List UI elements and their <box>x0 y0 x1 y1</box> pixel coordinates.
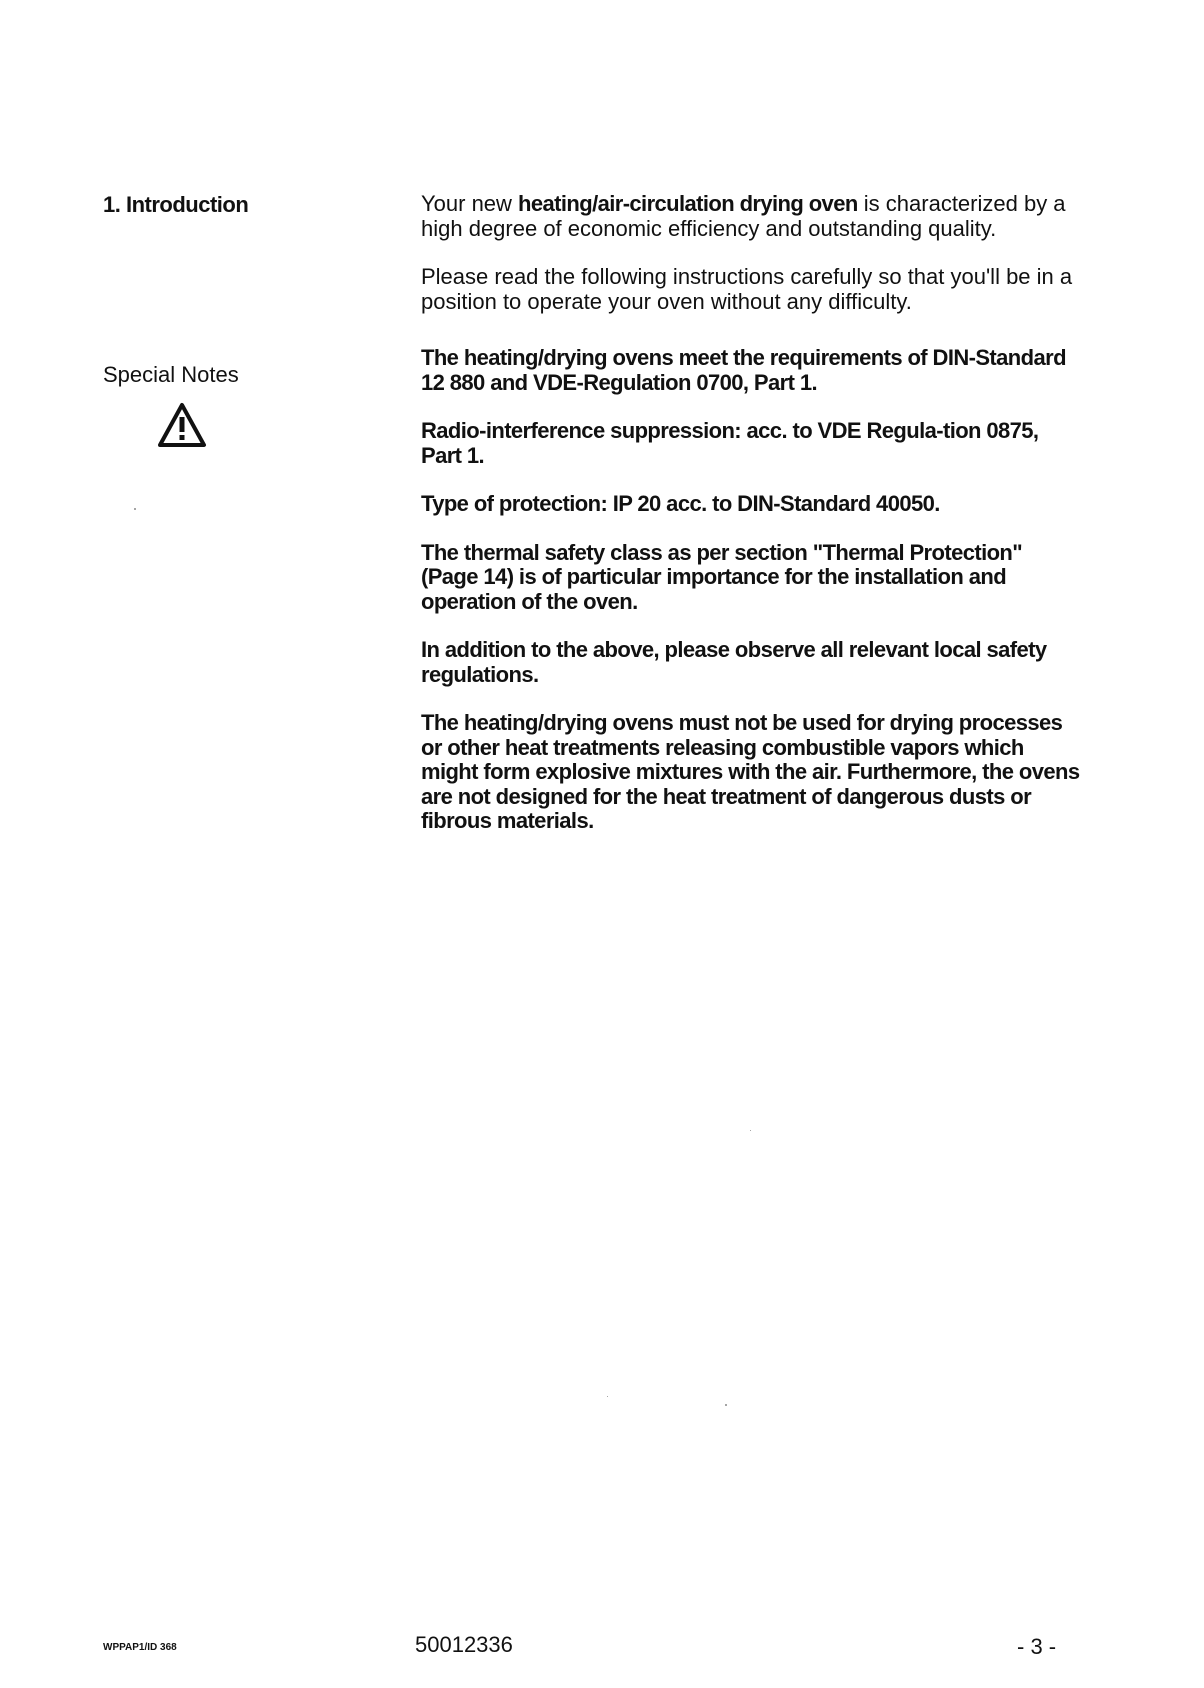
warning-triangle-icon <box>157 402 207 448</box>
intro-text-pre: Your new <box>421 191 519 216</box>
page-number: - 3 - <box>1017 1634 1057 1659</box>
intro-product-name: heating/air-circulation drying oven <box>518 191 858 216</box>
intro-text-post: is characterized by a high degree of economic efficiency and outstanding quality. <box>421 191 1066 241</box>
page-footer <box>0 1632 1204 1662</box>
scan-speck <box>607 1396 608 1397</box>
scan-speck <box>750 1130 751 1131</box>
footer-code: WPPAP1/ID 368 <box>103 1642 177 1653</box>
special-notes-label: Special Notes <box>103 362 239 387</box>
note-protection-type: Type of protection: IP 20 acc. to DIN-Standard 40050. <box>421 491 940 516</box>
main-text-column <box>421 192 1081 858</box>
note-local-regulations: In addition to the above, please observe all relevant local safety regulations. <box>421 637 1047 687</box>
note-radio-interference: Radio-interference suppression: acc. to VDE Regula-tion 0875, Part 1. <box>421 418 1039 468</box>
note-usage-restrictions: The heating/drying ovens must not be used for drying processes or other heat treatments releasing combustible vapors which might form explosive mixtures with the air. Furthermore, the ovens are not designed for the heat treatment of dangerous dusts or fibrous materials. <box>421 710 1080 833</box>
left-column <box>103 192 343 218</box>
document-number: 50012336 <box>415 1632 513 1657</box>
scan-speck <box>134 508 136 510</box>
note-standards: The heating/drying ovens meet the requirements of DIN-Standard 12 880 and VDE-Regulation 0700, Part 1. <box>421 345 1066 395</box>
section-heading: 1. Introduction <box>103 192 249 217</box>
instructions-paragraph: Please read the following instructions carefully so that you'll be in a position to operate your oven without any difficulty. <box>421 264 1073 314</box>
scan-speck <box>725 1404 727 1406</box>
note-thermal-safety: The thermal safety class as per section "Thermal Protection" (Page 14) is of particular importance for the installation and operation of the oven. <box>421 539 1023 614</box>
intro-paragraph <box>421 192 1081 241</box>
